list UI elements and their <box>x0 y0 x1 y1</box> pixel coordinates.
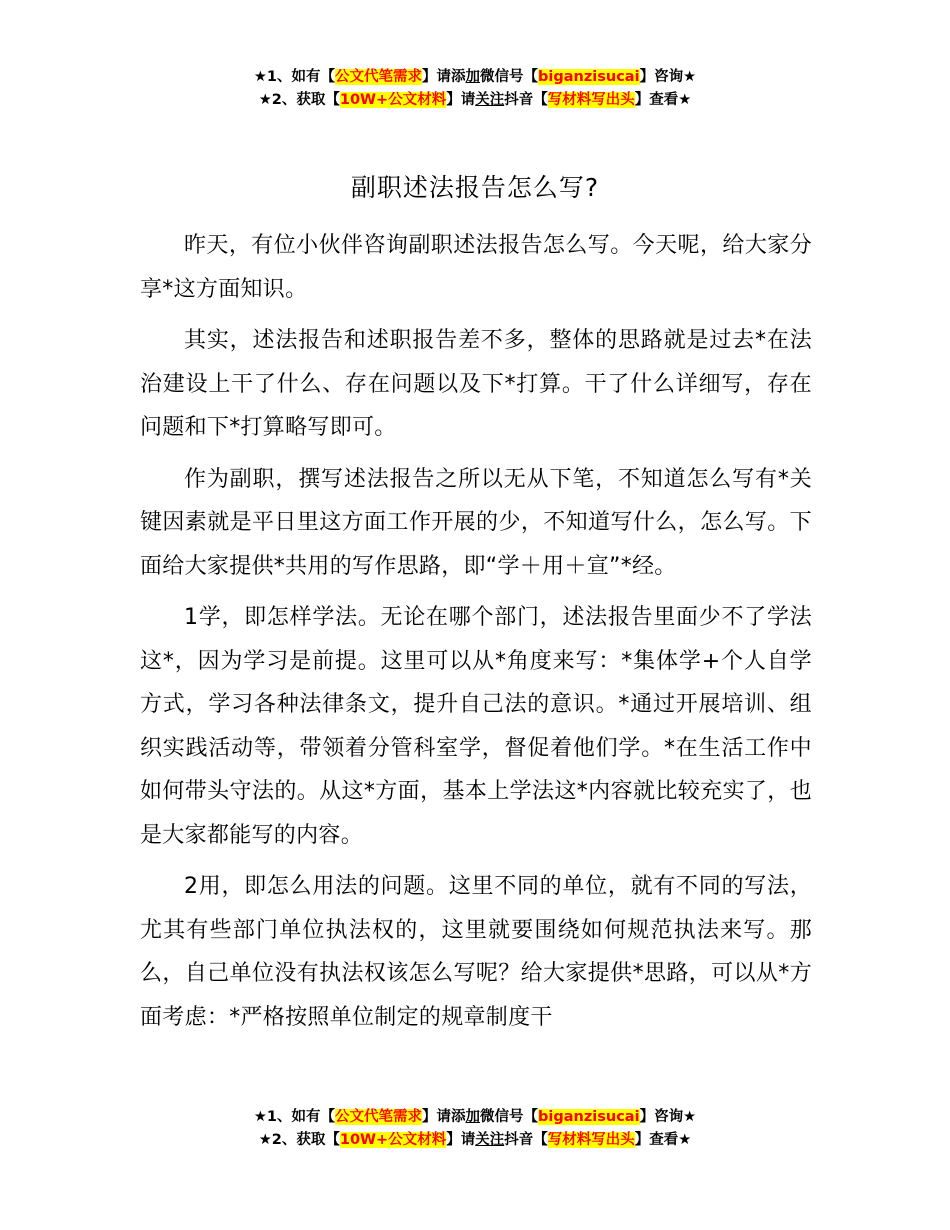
banner-text: 抖音【 <box>504 92 548 108</box>
banner-underlined-text: 加 <box>465 69 481 85</box>
banner-highlight: biganzisucai <box>538 1109 640 1125</box>
paragraph: 2用，即怎么用法的问题。这里不同的单位，就有不同的写法，尤其有些部门单位执法权的，这里就要围绕如何规范执法来写。那么，自己单位没有执法权该怎么写呢？给大家提供*思路，可以从*方面考虑：*严格按照单位制定的规章制度干 <box>140 874 812 1030</box>
banner-text: 】请添 <box>422 69 466 85</box>
banner-text: ★2、获取【 <box>258 92 340 108</box>
banner-underlined-text: 关注 <box>475 92 505 108</box>
banner-text: 】查看★ <box>634 92 692 108</box>
banner-highlight: 10W+公文材料 <box>339 92 447 108</box>
banner-text: ★1、如有【 <box>253 69 336 85</box>
banner-line-1 <box>0 66 950 89</box>
paragraph: 昨天，有位小伙伴咨询副职述法报告怎么写。今天呢，给大家分享*这方面知识。 <box>140 233 812 302</box>
banner-text: 】请 <box>446 92 476 108</box>
banner-text: 】查看★ <box>634 1132 692 1148</box>
banner-highlight: 公文代笔需求 <box>335 1109 423 1125</box>
document-body <box>140 224 812 1047</box>
banner-text: 抖音【 <box>504 1132 548 1148</box>
banner-text: 微信号【 <box>480 1109 539 1125</box>
header-banner <box>0 66 950 112</box>
banner-text: 】请添 <box>422 1109 466 1125</box>
document-title: 副职述法报告怎么写? <box>350 173 600 202</box>
banner-text: ★1、如有【 <box>253 1109 336 1125</box>
paragraph: 1学，即怎样学法。无论在哪个部门，述法报告里面少不了学法这*，因为学习是前提。这里可以从*角度来写：*集体学+个人自学方式，学习各种法律条文，提升自己法的意识。*通过开展培训、组织实践活动等，带领着分管科室学，督促着他们学。*在生活工作中如何带头守法的。从这*方面，基本上学法这*内容就比较充实了，也是大家都能写的内容。 <box>140 605 812 848</box>
banner-highlight: biganzisucai <box>538 69 640 85</box>
banner-highlight: 写材料写出头 <box>547 92 635 108</box>
banner-highlight: 写材料写出头 <box>547 1132 635 1148</box>
banner-line-2 <box>0 89 950 112</box>
banner-line-1 <box>0 1106 950 1129</box>
banner-highlight: 10W+公文材料 <box>339 1132 447 1148</box>
banner-text: ★2、获取【 <box>258 1132 340 1148</box>
banner-text: 】咨询★ <box>639 1109 697 1125</box>
paragraph: 作为副职，撰写述法报告之所以无从下笔，不知道怎么写有*关键因素就是平日里这方面工作开展的少，不知道写什么，怎么写。下面给大家提供*共用的写作思路，即“学＋用＋宣”*经。 <box>140 466 812 579</box>
banner-underlined-text: 加 <box>465 1109 481 1125</box>
banner-text: 微信号【 <box>480 69 539 85</box>
banner-highlight: 公文代笔需求 <box>335 69 423 85</box>
paragraph: 其实，述法报告和述职报告差不多，整体的思路就是过去*在法治建设上干了什么、存在问题以及下*打算。干了什么详细写，存在问题和下*打算略写即可。 <box>140 328 812 440</box>
banner-underlined-text: 关注 <box>475 1132 505 1148</box>
footer-banner <box>0 1106 950 1152</box>
banner-line-2 <box>0 1129 950 1152</box>
banner-text: 】咨询★ <box>639 69 697 85</box>
banner-text: 】请 <box>446 1132 476 1148</box>
